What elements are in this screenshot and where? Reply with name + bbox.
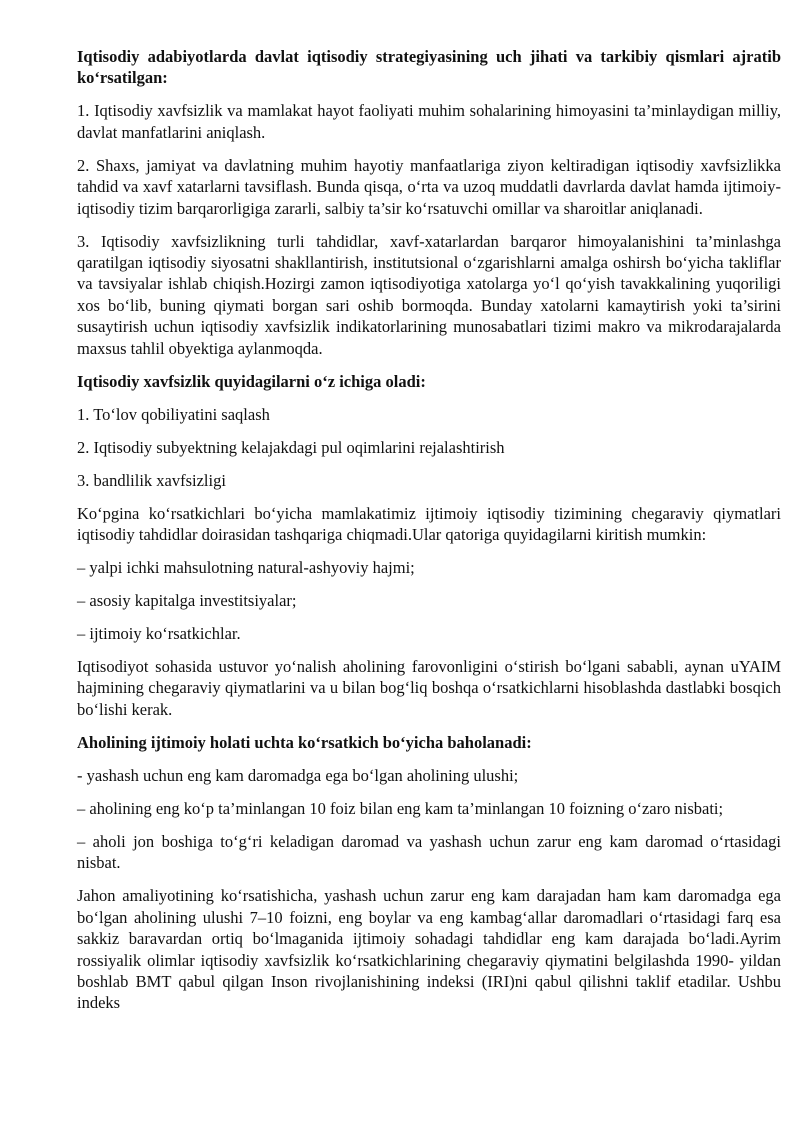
document-page [77,46,781,1025]
list-item-employment: 3. bandlilik xavfsizligi [77,470,226,490]
list-item-social-indicators: – ijtimoiy ko‘rsatkichlar. [77,624,241,644]
list-item-min-income-share: - yashash uchun eng kam daromadga ega bo‘lgan aholining ulushi; [77,765,519,785]
list-item-gdp-volume: – yalpi ichki mahsulotning natural-ashyoviy hajmi; [77,558,415,578]
list-item-solvency: 1. To‘lov qobiliyatini saqlash [77,404,270,424]
paragraph-priority: Iqtisodiyot sohasida ustuvor yo‘nalish aholining farovonligini o‘stirish bo‘lgani sababli, aynan uYAIM hajmining chegaraviy qiymatlarini va u bilan bog‘liq boshqa o‘rsatkichlarni hisoblashda dastlabki bosqich bo‘lishi kerak. [77,657,781,719]
section-heading-social-status: Aholining ijtimoiy holati uchta ko‘rsatkich bo‘yicha baholanadi: [77,732,532,752]
paragraph-point-2: 2. Shaxs, jamiyat va davlatning muhim hayotiy manfaatlariga ziyon keltiradigan iqtisodiy xavfsizlikka tahdid va xavf xatarlarni tavsiflash. Bunda qisqa, o‘rta va uzoq muddatli davrlarda davlat hamda ijtimoiy- iqtisodiy tizim barqarorligiga zararli, salbiy ta’sir ko‘rsatuvchi omillar va sharoitlar aniqlanadi. [77,155,781,218]
paragraph-thresholds: Ko‘pgina ko‘rsatkichlari bo‘yicha mamlakatimiz ijtimoiy iqtisodiy tizimining chegaraviy qiymatlari iqtisodiy tahdidlar doirasidan tashqariga chiqmadi.Ular qatoriga quyidagilarni kiritish mumkin: [77,503,781,545]
list-item-investments: – asosiy kapitalga investitsiyalar; [77,591,297,611]
list-item-decile-ratio: – aholining eng ko‘p ta’minlangan 10 foiz bilan eng kam ta’minlangan 10 foizning o‘zaro nisbati; [77,798,724,818]
section-heading-economic-security: Iqtisodiy xavfsizlik quyidagilarni o‘z ichiga oladi: [77,371,426,391]
paragraph-world-practice: Jahon amaliyotining ko‘rsatishicha, yashash uchun zarur eng kam darajadan ham kam daromadga ega bo‘lgan aholining ulushi 7–10 foizni, eng boylar va eng kambag‘allar daromadlari o‘rtasidagi farq esa sakkiz baravardan ortiq bo‘lmaganida ijtimoiy sohadagi tahdidlar eng kam darajada bo‘ladi.Ayrim rossiyalik olimlar iqtisodiy xavfsizlik ko‘rsatkichlarining chegaraviy qiymatini belgilashda 1990- yildan boshlab BMT qabul qilgan Inson rivojlanishining indeksi (IRI)ni qabul qilishni taklif etadilar. Ushbu indeks [77,886,781,1013]
paragraph-point-1: 1. Iqtisodiy xavfsizlik va mamlakat hayot faoliyati muhim sohalarining himoyasini ta’minlaydigan milliy, davlat manfatlarini aniqlash. [77,101,781,142]
list-item-cash-flow: 2. Iqtisodiy subyektning kelajakdagi pul oqimlarini rejalashtirish [77,437,505,457]
list-item-income-ratio: – aholi jon boshiga to‘g‘ri keladigan daromad va yashash uchun zarur eng kam daromad o‘rtasidagi nisbat. [77,831,781,873]
section-heading-strategy: Iqtisodiy adabiyotlarda davlat iqtisodiy strategiyasining uch jihati va tarkibiy qismlari ajratib ko‘rsatilgan: [77,47,781,88]
paragraph-point-3: 3. Iqtisodiy xavfsizlikning turli tahdidlar, xavf-xatarlardan barqaror himoyalanishini ta’minlashga qaratilgan iqtisodiy siyosatni shakllantirish, institutsional o‘zgarishlarni amalga oshirsh bo‘yicha takliflar va tavsiyalar ishlab chiqish.Hozirgi zamon iqtisodiyotiga xatolarga yo‘l qo‘yish tavakkalining yuqoriligi xos bo‘lib, buning qiymati borgan sari oshib bormoqda. Bunday xatolarni kamaytirish yoki ta’sirini susaytirish uchun iqtisodiy xavfsizlik indikatorlarining munosabatlari tizimi makro va mikrodarajalarda maxsus tahlil obyektiga aylanmoqda. [77,231,781,358]
